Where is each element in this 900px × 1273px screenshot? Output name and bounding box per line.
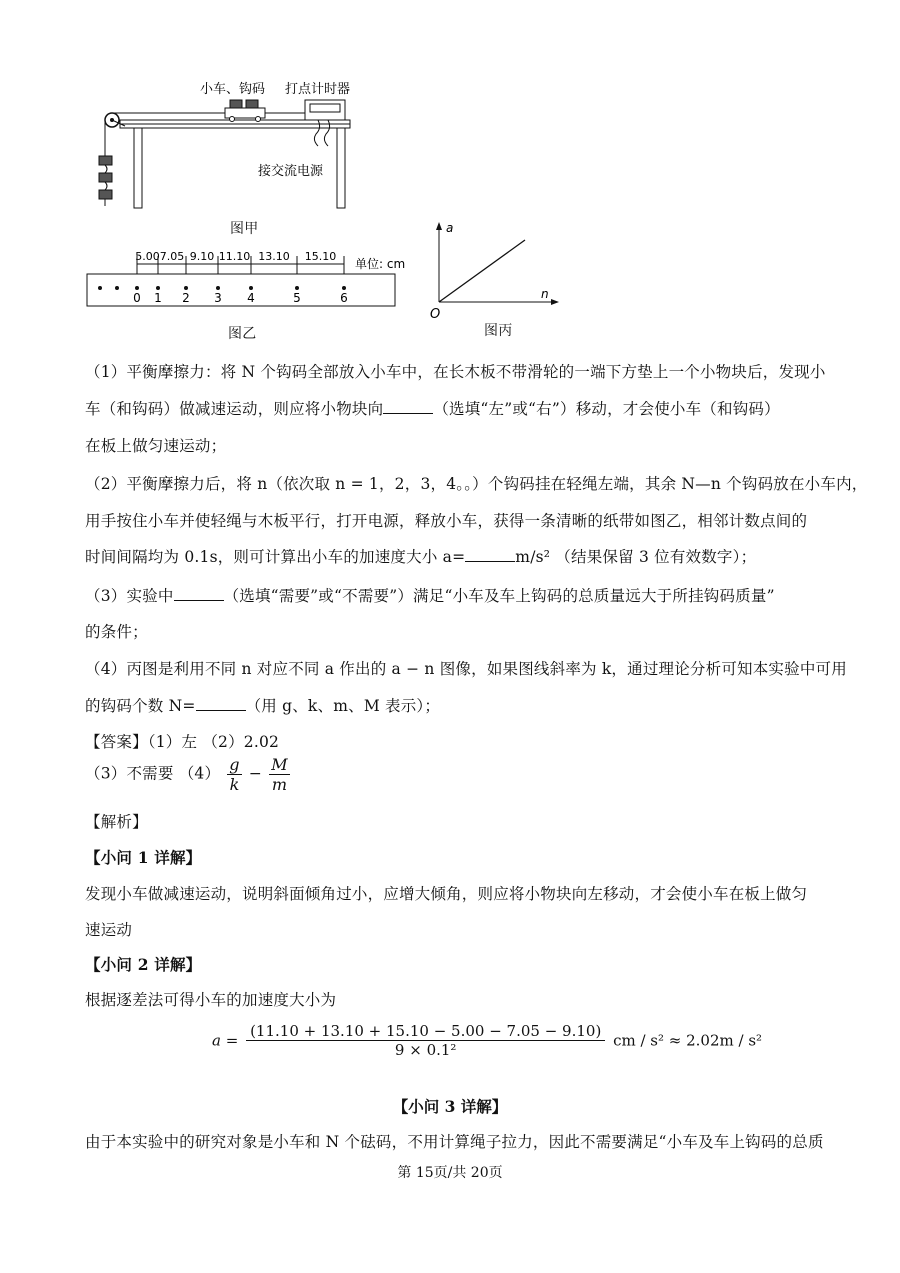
formula-rhs: cm / s² ≈ 2.02m / s² xyxy=(613,1031,763,1050)
graph-line xyxy=(439,240,525,302)
formula-lhs: a = xyxy=(212,1031,239,1050)
tape-dot xyxy=(216,286,220,290)
analysis-sub1-line1: 发现小车做减速运动，说明斜面倾角过小，应增大倾角，则应将小物块向左移动，才会使小车在板上做匀 xyxy=(85,885,808,903)
q4-line1: （4）丙图是利用不同 n 对应不同 a 作出的 a − n 图像，如果图线斜率为 k，通过理论分析可知本实验中可用 xyxy=(85,660,847,678)
q1-line2 xyxy=(85,397,780,419)
tape-point-label: 3 xyxy=(214,291,222,305)
q2-line3b: m/s² （结果保留 3 位有效数字）； xyxy=(515,548,757,566)
label-cart: 小车、钩码 xyxy=(200,82,266,97)
formula-denominator: 9 × 0.1² xyxy=(394,1041,457,1059)
tape-segment-label: 9.10 xyxy=(189,250,215,263)
tape-segment-label: 7.05 xyxy=(159,250,185,263)
q3-line1a: （3）实验中 xyxy=(85,587,174,605)
page-footer: 第 15页/共 20页 xyxy=(397,1165,503,1181)
tape-point-label: 0 xyxy=(133,291,141,305)
analysis-sub3-title: 【小问 3 详解】 xyxy=(392,1097,508,1116)
q4-line2a: 的钩码个数 N= xyxy=(85,697,196,715)
q2-line3a: 时间间隔均为 0.1s，则可计算出小车的加速度大小 a= xyxy=(85,548,466,566)
q4-blank xyxy=(196,696,246,711)
q3-line2: 的条件； xyxy=(85,623,148,641)
answer-fraction-g-k: $\frac{g}{k}$ xyxy=(229,755,240,794)
tape-dot xyxy=(342,286,346,290)
tape-dot xyxy=(249,286,253,290)
tape-segment-label: 15.10 xyxy=(304,250,337,263)
analysis-sub1-line2: 速运动 xyxy=(85,921,133,939)
analysis-title: 【解析】 xyxy=(85,813,148,831)
tape-segment-label: 5.00 xyxy=(135,250,160,263)
q1-line2a: 车（和钩码）做减速运动，则应将小物块向 xyxy=(85,400,384,418)
q2-line2: 用手按住小车并使轻绳与木板平行，打开电源，释放小车，获得一条清晰的纸带如图乙，相邻计数点间的 xyxy=(85,512,808,530)
analysis-sub2-title: 【小问 2 详解】 xyxy=(85,955,202,974)
tape-segment-label: 13.10 xyxy=(258,250,290,263)
q1-line3: 在板上做匀速运动； xyxy=(85,437,227,455)
tape-point-label: 6 xyxy=(340,291,348,305)
q3-line1 xyxy=(85,584,775,606)
formula-numerator: (11.10 + 13.10 + 15.10 − 5.00 − 7.05 − 9.10) xyxy=(246,1022,605,1041)
figure-apparatus xyxy=(90,78,380,213)
answer-minus: − xyxy=(248,764,263,783)
q3-blank xyxy=(174,586,224,601)
figure-tape xyxy=(85,246,425,316)
tape-point-label: 1 xyxy=(154,291,162,305)
q4-line2 xyxy=(85,694,440,716)
axis-y-label: a xyxy=(446,221,454,235)
q4-line2b: （用 g、k、m、M 表示）； xyxy=(245,697,441,715)
tape-segment-label: 11.10 xyxy=(218,250,251,263)
caption-figure-b: 图乙 xyxy=(228,326,257,342)
tape-dot xyxy=(156,286,160,290)
tape-point-label: 5 xyxy=(293,291,301,305)
analysis-sub2-line1: 根据逐差法可得小车的加速度大小为 xyxy=(85,991,337,1009)
answer-fraction-M-m: $\frac{M}{m}$ xyxy=(271,755,288,794)
formula xyxy=(212,1022,762,1059)
analysis-sub1-title: 【小问 1 详解】 xyxy=(85,848,202,867)
tape-dot xyxy=(184,286,188,290)
tape-dot xyxy=(135,286,139,290)
q2-line1: （2）平衡摩擦力后，将 n（依次取 n = 1，2，3，4。。）个钩码挂在轻绳左端，其余 N—n 个钩码放在小车内， xyxy=(85,475,868,493)
q1-line2b: （选填“左”或“右”）移动，才会使小车（和钩码） xyxy=(433,400,780,418)
tape-dot xyxy=(295,286,299,290)
tape-point-label: 2 xyxy=(182,291,190,305)
tape-unit: 单位: cm xyxy=(355,257,406,271)
origin-label: O xyxy=(430,307,441,322)
figure-graph xyxy=(425,220,565,325)
caption-figure-c: 图丙 xyxy=(484,323,513,339)
tape-point-label: 4 xyxy=(247,291,255,305)
q1-blank xyxy=(383,399,433,414)
formula-fraction xyxy=(246,1022,605,1059)
analysis-sub3-line1: 由于本实验中的研究对象是小车和 N 个砝码，不用计算绳子拉力，因此不需要满足“小车及车上钩码的总质 xyxy=(85,1133,824,1151)
label-timer: 打点计时器 xyxy=(285,82,351,97)
answer-line2 xyxy=(85,755,292,794)
q3-line1b: （选填“需要”或“不需要”）满足“小车及车上钩码的总质量远大于所挂钩码质量” xyxy=(223,587,775,605)
answer-line1: 【答案】（1）左 （2）2.02 xyxy=(85,733,280,751)
q2-blank xyxy=(465,547,515,562)
q1-line1: （1）平衡摩擦力：将 N 个钩码全部放入小车中，在长木板不带滑轮的一端下方垫上一个小物块后，发现小 xyxy=(85,363,826,381)
axis-x-label: n xyxy=(541,287,549,301)
q2-line3 xyxy=(85,545,756,567)
caption-figure-a: 图甲 xyxy=(230,221,259,237)
answer-line2a: （3）不需要 （4） xyxy=(85,764,221,783)
label-power: 接交流电源 xyxy=(258,164,324,179)
